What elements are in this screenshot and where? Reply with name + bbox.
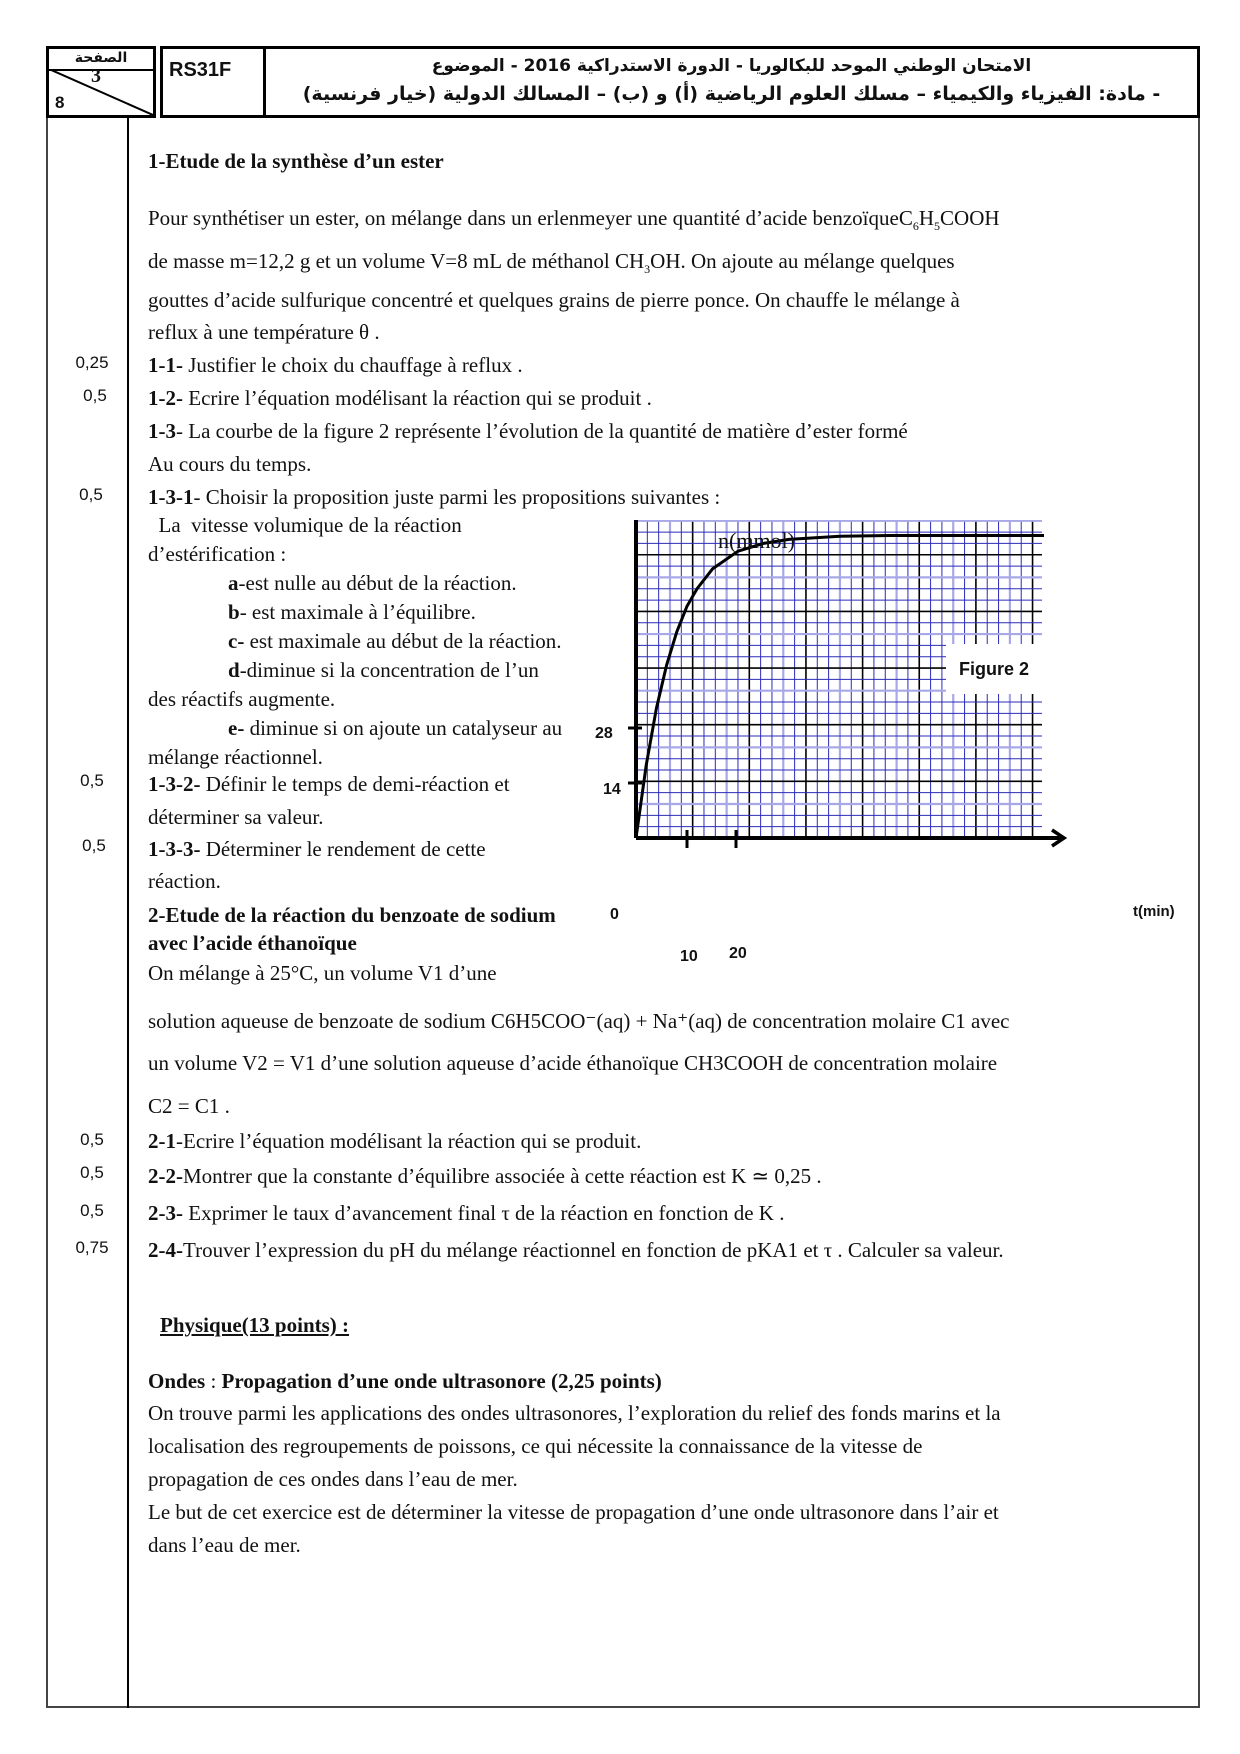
option-key: d <box>228 658 240 682</box>
y-tick-28: 28 <box>595 725 613 742</box>
score-1-3-2: 0,5 <box>80 771 104 790</box>
score-2-2: 0,5 <box>80 1163 104 1182</box>
option-e <box>228 715 562 741</box>
intro-text: Pour synthétiser un ester, on mélange dans un erlenmeyer une quantité d’acide benzoïque <box>148 206 899 230</box>
intro-text: de masse <box>148 249 230 273</box>
score-2-3: 0,5 <box>80 1201 104 1220</box>
part2-intro-l4: C2 = C1 . <box>148 1094 230 1118</box>
page-current: 3 <box>91 65 101 87</box>
question-text: Montrer que la constante d’équilibre associée à cette réaction est K ≃ 0,25 . <box>183 1164 822 1188</box>
intro-text: . On ajoute au mélange quelques <box>680 249 955 273</box>
question-2-1 <box>148 1128 641 1154</box>
part1-intro-line1 <box>148 205 1000 234</box>
score-2-1: 0,5 <box>80 1130 104 1149</box>
question-1-1 <box>148 352 523 378</box>
question-1-3-1-l2: La vitesse volumique de la réaction <box>148 513 462 537</box>
question-2-2 <box>148 1163 822 1189</box>
question-text: Exprimer le taux d’avancement final τ de la réaction en fonction de K . <box>183 1201 785 1225</box>
option-e-cont: mélange réactionnel. <box>148 745 323 769</box>
exam-title-line2: - مادة: الفيزياء والكيمياء – مسلك العلوم الرياضية (أ) و (ب) – المسالك الدولية (خيار فرنسية) <box>302 83 1161 105</box>
part1-intro-line3: gouttes d’acide sulfurique concentré et quelques grains de pierre ponce. On chauffe le mélange à <box>148 288 960 312</box>
question-text: - Choisir la proposition juste parmi les propositions suivantes : <box>193 485 721 509</box>
sodium-benzoate-formula: C6H5COO⁻(aq) + Na⁺(aq) <box>490 1009 723 1033</box>
figure-2-chart <box>595 520 1200 980</box>
score-1-1: 0,25 <box>75 353 109 372</box>
option-text: -diminue si la concentration de l’un <box>239 658 539 682</box>
question-number: 1-3-1 <box>148 485 194 509</box>
physique-para-l3: propagation de ces ondes dans l’eau de mer. <box>148 1467 518 1491</box>
y-tick-14: 14 <box>603 781 621 798</box>
part1-intro-line2 <box>148 248 955 277</box>
question-text: Ecrire l’équation modélisant la réaction qui se produit . <box>183 386 652 410</box>
intro-text: de méthanol <box>501 249 615 273</box>
physique-para-l4: Le but de cet exercice est de déterminer la vitesse de propagation d’une onde ultrasonore dans l’air et <box>148 1500 999 1524</box>
part2-intro-l1: On mélange à 25°C, un volume V1 d’une <box>148 961 497 985</box>
page-label: الصفحة <box>49 49 153 71</box>
question-2-3 <box>148 1200 784 1226</box>
score-1-3-1: 0,5 <box>79 485 103 504</box>
question-1-3-1 <box>148 484 720 510</box>
part1-title: 1-Etude de la synthèse d’un ester <box>148 149 444 173</box>
option-c <box>228 628 562 654</box>
ondes-title <box>148 1368 662 1394</box>
page-number-box <box>46 46 156 118</box>
exam-title-line1: الامتحان الوطني الموحد للبكالوريا - الدورة الاستدراكية 2016 - الموضوع <box>431 56 1032 76</box>
part1-intro-line4: reflux à une température θ . <box>148 320 380 344</box>
physique-para-l5: dans l’eau de mer. <box>148 1533 301 1557</box>
question-number: 1-3-2- <box>148 772 201 796</box>
question-number: 1-3 <box>148 419 176 443</box>
ondes-title-text: Propagation d’une onde ultrasonore (2,25 points) <box>221 1369 662 1393</box>
question-1-3-2 <box>148 771 510 797</box>
question-2-4 <box>148 1237 1004 1263</box>
question-number: 2-4- <box>148 1238 183 1262</box>
exam-title <box>263 49 1197 115</box>
question-1-3-1-l3: d’estérification : <box>148 542 287 566</box>
question-1-3 <box>148 418 908 444</box>
separator: : <box>205 1369 222 1393</box>
score-1-3-3: 0,5 <box>82 836 106 855</box>
option-b <box>228 599 476 625</box>
intro-text: et un volume <box>310 249 431 273</box>
volume-value: V=8 mL <box>430 249 502 273</box>
figure-2-label: Figure 2 <box>946 644 1042 694</box>
question-text: Trouver l’expression du pH du mélange réactionnel en fonction de pKA1 et τ . Calculer sa valeur. <box>183 1238 1004 1262</box>
question-1-3-3 <box>148 836 486 862</box>
option-text: -est nulle au début de la réaction. <box>238 571 517 595</box>
x-tick-10: 10 <box>680 948 698 965</box>
option-text: diminue si on ajoute un catalyseur au <box>244 716 563 740</box>
question-number: 1-1- <box>148 353 183 377</box>
intro-text: solution aqueuse de benzoate de sodium <box>148 1009 491 1033</box>
question-text: - La courbe de la figure 2 représente l’évolution de la quantité de matière d’ester formé <box>176 419 908 443</box>
option-d <box>228 657 539 683</box>
part2-title-l2: avec l’acide éthanoïque <box>148 931 357 955</box>
option-key: e- <box>228 716 245 740</box>
part2-title-l1: 2-Etude de la réaction du benzoate de sodium <box>148 903 556 927</box>
part2-intro-l2 <box>148 1008 1010 1034</box>
question-number: 2-2- <box>148 1164 183 1188</box>
question-1-3-2-cont: déterminer sa valeur. <box>148 805 324 829</box>
question-text: Déterminer le rendement de cette <box>200 837 486 861</box>
physique-heading: Physique(13 points) : <box>160 1313 350 1337</box>
question-1-2 <box>148 385 652 411</box>
intro-text: de concentration molaire C1 avec <box>722 1009 1010 1033</box>
page-total: 8 <box>55 93 65 112</box>
question-number: 2-1 <box>148 1129 176 1153</box>
question-text: -Ecrire l’équation modélisant la réaction qui se produit. <box>176 1129 642 1153</box>
mass-value: m=12,2 g <box>229 249 311 273</box>
x-tick-20: 20 <box>729 945 747 962</box>
question-number: 1-2- <box>148 386 183 410</box>
physique-para-l1: On trouve parmi les applications des ondes ultrasonores, l’exploration du relief des fonds marins et la <box>148 1401 1001 1425</box>
question-text: Définir le temps de demi-réaction et <box>200 772 510 796</box>
y-axis-label: n(mmol) <box>718 528 795 553</box>
option-text: est maximale au début de la réaction. <box>244 629 562 653</box>
benzoic-acid-formula: $C_6H_5COOH$ <box>898 206 1000 234</box>
ondes-label: Ondes <box>148 1369 206 1393</box>
score-1-2: 0,5 <box>83 386 107 405</box>
option-a <box>228 570 517 596</box>
x-axis-label: t(min) <box>1133 903 1175 920</box>
option-text: - est maximale à l’équilibre. <box>239 600 476 624</box>
question-number: 1-3-3- <box>148 837 201 861</box>
origin-label: 0 <box>610 906 619 923</box>
option-d-cont: des réactifs augmente. <box>148 687 336 711</box>
option-key: a <box>228 571 239 595</box>
score-2-4: 0,75 <box>75 1238 109 1257</box>
option-key: c- <box>228 629 245 653</box>
question-number: 2-3- <box>148 1201 183 1225</box>
question-1-3-3-cont: réaction. <box>148 869 221 893</box>
header-title-box <box>160 46 1200 118</box>
question-text: Justifier le choix du chauffage à reflux . <box>183 353 523 377</box>
question-1-3-cont: Au cours du temps. <box>148 452 312 476</box>
methanol-formula: $CH_3OH$ <box>614 249 681 277</box>
exam-code: RS31F <box>169 59 232 81</box>
physique-para-l2: localisation des regroupements de poissons, ce qui nécessite la connaissance de la vitesse de <box>148 1434 923 1458</box>
part2-intro-l3: un volume V2 = V1 d’une solution aqueuse d’acide éthanoïque CH3COOH de concentration molaire <box>148 1051 998 1075</box>
page-divider-diagonal <box>49 69 153 115</box>
option-key: b <box>228 600 240 624</box>
chart-canvas <box>600 520 1200 980</box>
